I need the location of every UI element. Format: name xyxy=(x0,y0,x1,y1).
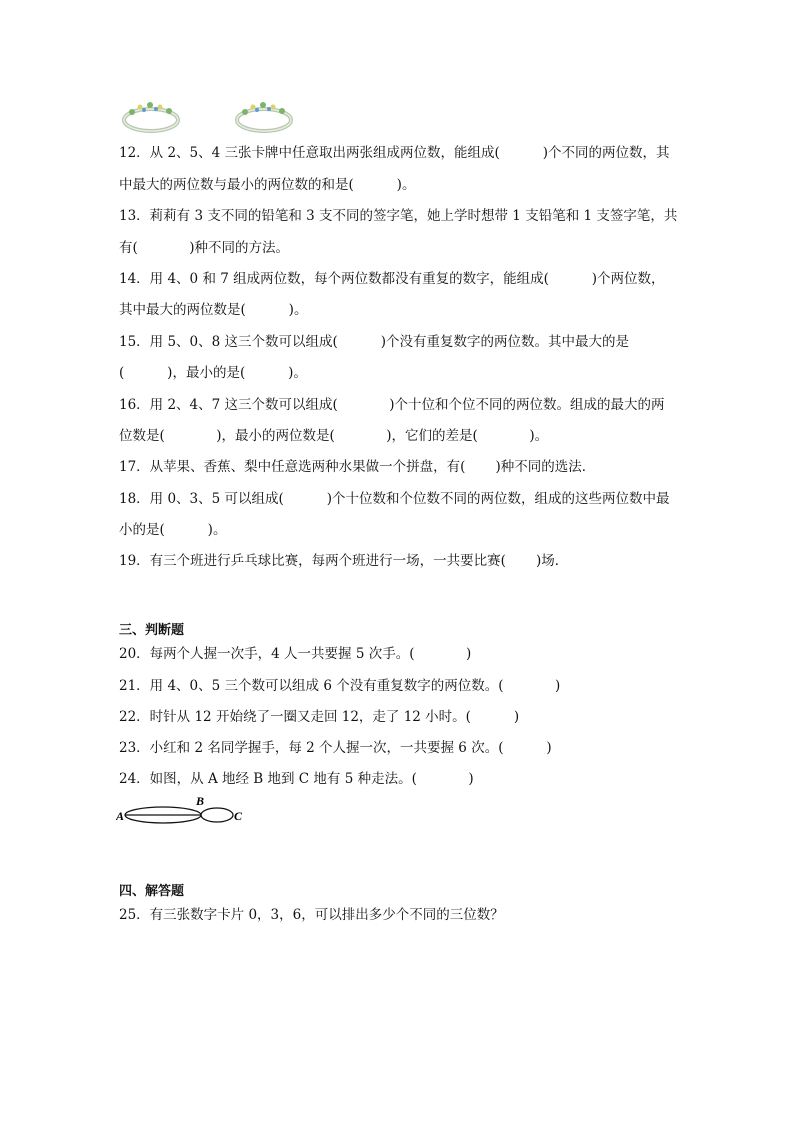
route-bc-loop xyxy=(201,808,233,822)
question-17: 17．从苹果、香蕉、梨中任意选两种水果做一个拼盘，有( )种不同的选法． xyxy=(119,459,596,475)
question-16-line-2: 位数是( )，最小的两位数是( )，它们的差是( )。 xyxy=(119,428,549,444)
question-18-line-2: 小的是( )。 xyxy=(119,522,227,538)
label-a: A xyxy=(116,809,125,823)
label-c: C xyxy=(234,809,243,823)
question-18-line-1: 18．用 0、3、5 可以组成( )个十位数和个位数不同的两位数，组成的这些两位数中最 xyxy=(119,491,670,507)
judgment-21: 21．用 4、0、5 三个数可以组成 6 个没有重复数字的两位数。( ) xyxy=(119,678,561,694)
question-15-line-2: ( )，最小的是( )。 xyxy=(119,365,307,381)
judgment-24: 24．如图，从 A 地经 B 地到 C 地有 5 种走法。( ) xyxy=(119,771,474,787)
label-b: B xyxy=(196,796,205,808)
question-25: 25．有三张数字卡片 0，3，6，可以排出多少个不同的三位数？ xyxy=(119,907,504,923)
question-12-line-2: 中最大的两位数与最小的两位数的和是( )。 xyxy=(119,177,416,193)
question-15-line-1: 15．用 5、0、8 这三个数可以组成( )个没有重复数字的两位数。其中最大的是 xyxy=(119,334,629,350)
wreath-decoration-icon xyxy=(120,96,182,136)
question-12-line-1: 12．从 2、5、4 三张卡牌中任意取出两张组成两位数，能组成( )个不同的两位数，其 xyxy=(119,145,670,161)
question-13-line-2: 有( )种不同的方法。 xyxy=(119,240,290,256)
question-14-line-2: 其中最大的两位数是( )。 xyxy=(119,302,308,318)
judgment-22: 22．时针从 12 开始绕了一圈又走回 12，走了 12 小时。( ) xyxy=(119,709,520,725)
wreath-decoration-icon xyxy=(233,96,295,136)
question-16-line-1: 16．用 2、4、7 这三个数可以组成( )个十位和个位不同的两位数。组成的最大的两 xyxy=(119,397,665,413)
section-title-judgment: 三、判断题 xyxy=(119,623,185,638)
judgment-20: 20．每两个人握一次手，4 人一共要握 5 次手。( ) xyxy=(119,646,472,662)
question-13-line-1: 13．莉莉有 3 支不同的铅笔和 3 支不同的签字笔，她上学时想带 1 支铅笔和 1 支签字笔，共 xyxy=(119,208,678,224)
question-14-line-1: 14．用 4、0 和 7 组成两位数，每个两位数都没有重复的数字，能组成( )个两位数， xyxy=(119,271,665,287)
judgment-23: 23．小红和 2 名同学握手，每 2 个人握一次，一共要握 6 次。( ) xyxy=(119,740,552,756)
question-19: 19．有三个班进行乒乓球比赛，每两个班进行一场，一共要比赛( )场． xyxy=(119,553,569,569)
section-title-answer: 四、解答题 xyxy=(119,884,185,899)
route-diagram xyxy=(116,796,256,830)
